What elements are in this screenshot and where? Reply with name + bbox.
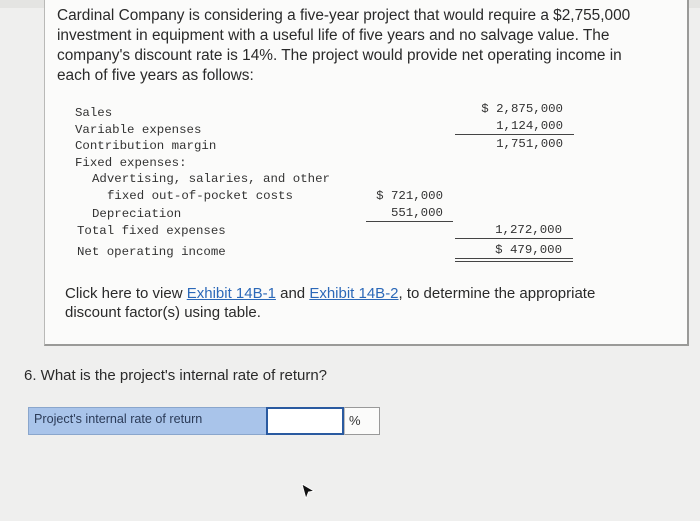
total-fixed-underline — [455, 238, 573, 239]
net-operating-income-label: Net operating income — [77, 245, 226, 259]
problem-intro: Cardinal Company is considering a five-year project that would require a $2,755,000 investment in equipment with a useful life of five years and no salvage value. The company's discount rate is 14%. The project would provide net operating income in each of five years as follows: — [57, 7, 631, 84]
advertising-label-line2: fixed out-of-pocket costs — [107, 189, 293, 203]
total-fixed-expenses-value: 1,272,000 — [495, 223, 562, 237]
irr-input[interactable] — [266, 407, 344, 435]
exhibit-14b-2-link[interactable]: Exhibit 14B-2 — [309, 285, 399, 302]
contribution-margin-label: Contribution margin — [75, 139, 217, 153]
advertising-label-line1: Advertising, salaries, and other — [92, 172, 330, 186]
exhibit-14b-1-link[interactable]: Exhibit 14B-1 — [186, 285, 276, 302]
variable-underline — [455, 134, 574, 135]
percent-unit: % — [344, 407, 380, 435]
sales-label: Sales — [75, 106, 113, 120]
net-operating-income-double-underline — [455, 258, 573, 262]
net-operating-income-value: $ 479,000 — [495, 243, 562, 257]
mouse-pointer-icon — [300, 483, 316, 501]
irr-label: Project's internal rate of return — [28, 407, 266, 435]
exhibit-middle: and — [275, 285, 310, 302]
depreciation-value: 551,000 — [390, 206, 443, 220]
variable-expenses-label: Variable expenses — [75, 123, 202, 137]
exhibit-suffix: , to determine the appropriate discount factor(s) using table. — [65, 285, 596, 321]
advertising-value: $ 721,000 — [376, 189, 443, 203]
depreciation-label: Depreciation — [92, 207, 182, 221]
depreciation-underline — [366, 221, 453, 222]
question-text: 6. What is the project's internal rate of return? — [24, 367, 328, 384]
answer-row — [28, 407, 380, 435]
exhibit-instructions — [65, 284, 625, 322]
variable-expenses-value: 1,124,000 — [496, 119, 563, 133]
exhibit-prefix: Click here to view — [65, 285, 187, 302]
fixed-expenses-label: Fixed expenses: — [75, 156, 187, 170]
sales-value: $ 2,875,000 — [481, 102, 563, 116]
total-fixed-expenses-label: Total fixed expenses — [77, 224, 226, 238]
contribution-margin-value: 1,751,000 — [496, 137, 563, 151]
